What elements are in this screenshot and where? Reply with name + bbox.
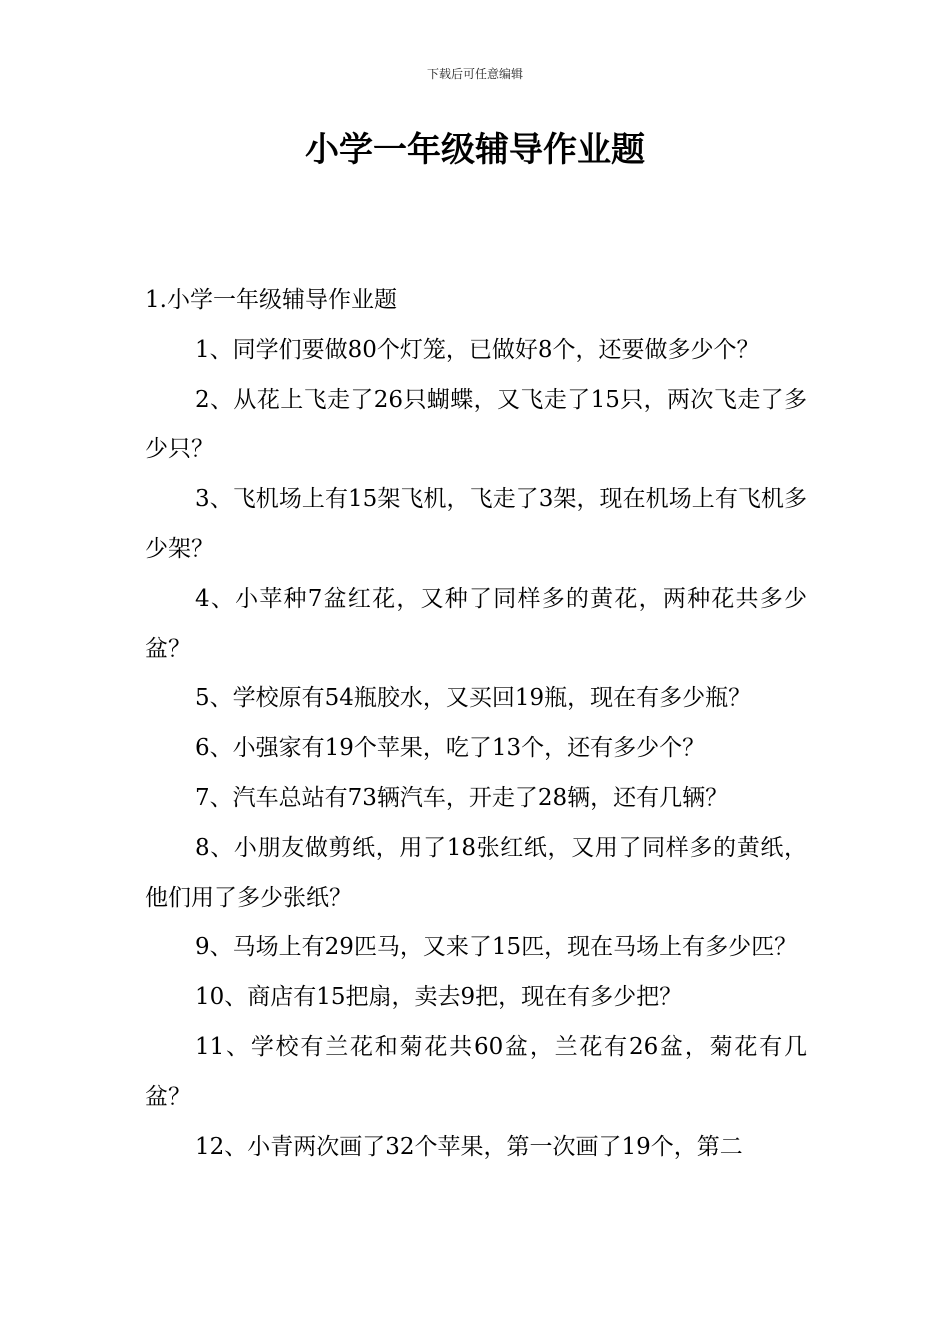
question-1: 1、同学们要做80个灯笼，已做好8个，还要做多少个？ — [195, 336, 760, 363]
question-6: 6、小强家有19个苹果，吃了13个，还有多少个？ — [195, 735, 706, 762]
question-2: 2、从花上飞走了26只蝴蝶，又飞走了15只，两次飞走了多少只？ — [145, 386, 807, 463]
question-11: 11、学校有兰花和菊花共60盆，兰花有26盆，菊花有几盆？ — [145, 1033, 807, 1110]
question-12: 12、小青两次画了32个苹果，第一次画了19个，第二 — [195, 1133, 743, 1160]
question-9: 9、马场上有29匹马，又来了15匹，现在马场上有多少匹？ — [195, 934, 798, 961]
document-title: 小学一年级辅导作业题 — [305, 130, 645, 170]
question-8: 8、小朋友做剪纸，用了18张红纸，又用了同样多的黄纸，他们用了多少张纸？ — [145, 834, 807, 911]
question-5: 5、学校原有54瓶胶水，又买回19瓶，现在有多少瓶？ — [195, 685, 752, 712]
question-10: 10、商店有15把扇，卖去9把，现在有多少把？ — [195, 984, 683, 1011]
question-3: 3、飞机场上有15架飞机，飞走了3架，现在机场上有飞机多少架？ — [145, 486, 807, 562]
question-4: 4、小苹种7盆红花，又种了同样多的黄花，两种花共多少盆？ — [145, 585, 807, 662]
document-body — [145, 276, 807, 1172]
header-note: 下载后可任意编辑 — [426, 67, 523, 81]
question-7: 7、汽车总站有73辆汽车，开走了28辆，还有几辆？ — [195, 784, 729, 811]
section-heading: 1.小学一年级辅导作业题 — [145, 287, 397, 313]
